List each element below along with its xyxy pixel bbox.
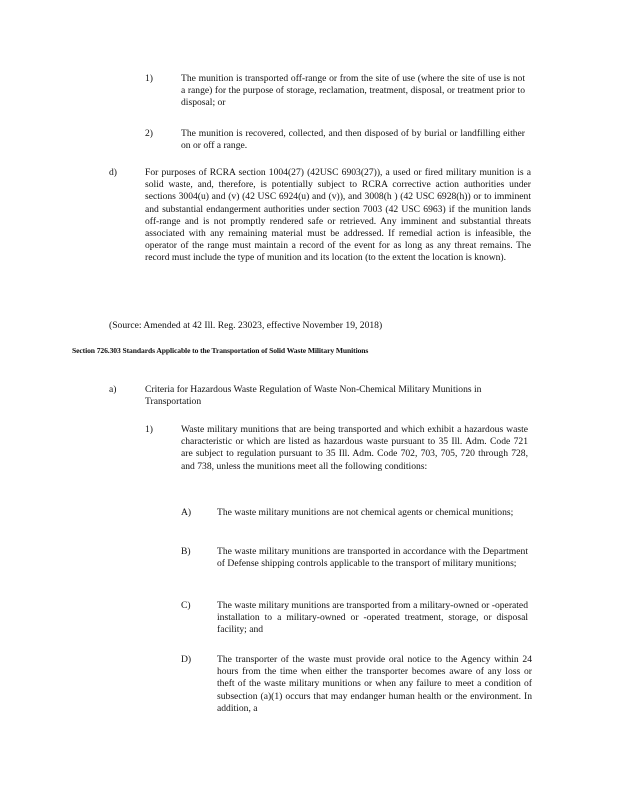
condition-a-label: A): [181, 507, 192, 518]
subsection-d-text: For purposes of RCRA section 1004(27) (42USC 6903(27)), a used or fired military munition is a solid waste, and, therefore, is potentially subject to RCRA corrective action authorities under sections 3004(u) and (v) (42 USC 6924(u) and (v)), and 3008(h ) (42 USC 6928(h)) or to imminent and substantial endangerment authorities under section 7003 (42 USC 6963) if the munition lands off-range and is not promptly rendered safe or retrieved. Any imminent and substantial threats associated with any remaining material must be addressed. If remedial action is infeasible, the operator of the range must maintain a record of the event for as long as any threat remains. The record must include the type of munition and its location (to the extent the location is known).: [145, 167, 531, 264]
paragraph-1-label: 1): [145, 424, 153, 435]
condition-a-text: The waste military munitions are not chemical agents or chemical munitions;: [217, 507, 514, 518]
condition-d-text: The transporter of the waste must provide oral notice to the Agency within 24 hours from the time when either the transporter becomes aware of any loss or theft of the waste military munitions or when any failure to meet a condition of subsection (a)(1) occurs that may endanger human health or the environment. In addition, a: [217, 654, 532, 714]
paragraph-1-text: Waste military munitions that are being transported and which exhibit a hazardous waste characteristic or which are listed as hazardous waste pursuant to 35 Ill. Adm. Code 721 are subject to regulation pursuant to 35 Ill. Adm. Code 702, 703, 705, 720 through 728, and 738, unless the munitions meet all the following conditions:: [181, 424, 528, 472]
subsection-d-label: d): [109, 167, 117, 178]
item-1-text: The munition is transported off-range or from the site of use (where the site of use is not a range) for the purpose of storage, reclamation, treatment, disposal, or treatment prior to disposal; or: [181, 73, 525, 109]
section-heading: Section 726.303 Standards Applicable to the Transportation of Solid Waste Military Munitions: [72, 346, 369, 355]
item-2-label: 2): [145, 128, 153, 139]
subsection-a-text: Criteria for Hazardous Waste Regulation of Waste Non-Chemical Military Munitions in Transportation: [145, 384, 482, 408]
source-note: (Source: Amended at 42 Ill. Reg. 23023, effective November 19, 2018): [109, 320, 383, 331]
condition-d-label: D): [181, 654, 192, 665]
subsection-a-label: a): [109, 384, 117, 395]
condition-b-text: The waste military munitions are transported in accordance with the Department of Defense shipping controls applicable to the transport of military munitions;: [217, 546, 528, 570]
item-1-label: 1): [145, 73, 153, 84]
condition-c-text: The waste military munitions are transported from a military-owned or -operated installation to a military-owned or -operated treatment, storage, or disposal facility; and: [217, 600, 528, 636]
condition-b-label: B): [181, 546, 191, 557]
condition-c-label: C): [181, 600, 191, 611]
item-2-text: The munition is recovered, collected, and then disposed of by burial or landfilling either on or off a range.: [181, 128, 525, 152]
